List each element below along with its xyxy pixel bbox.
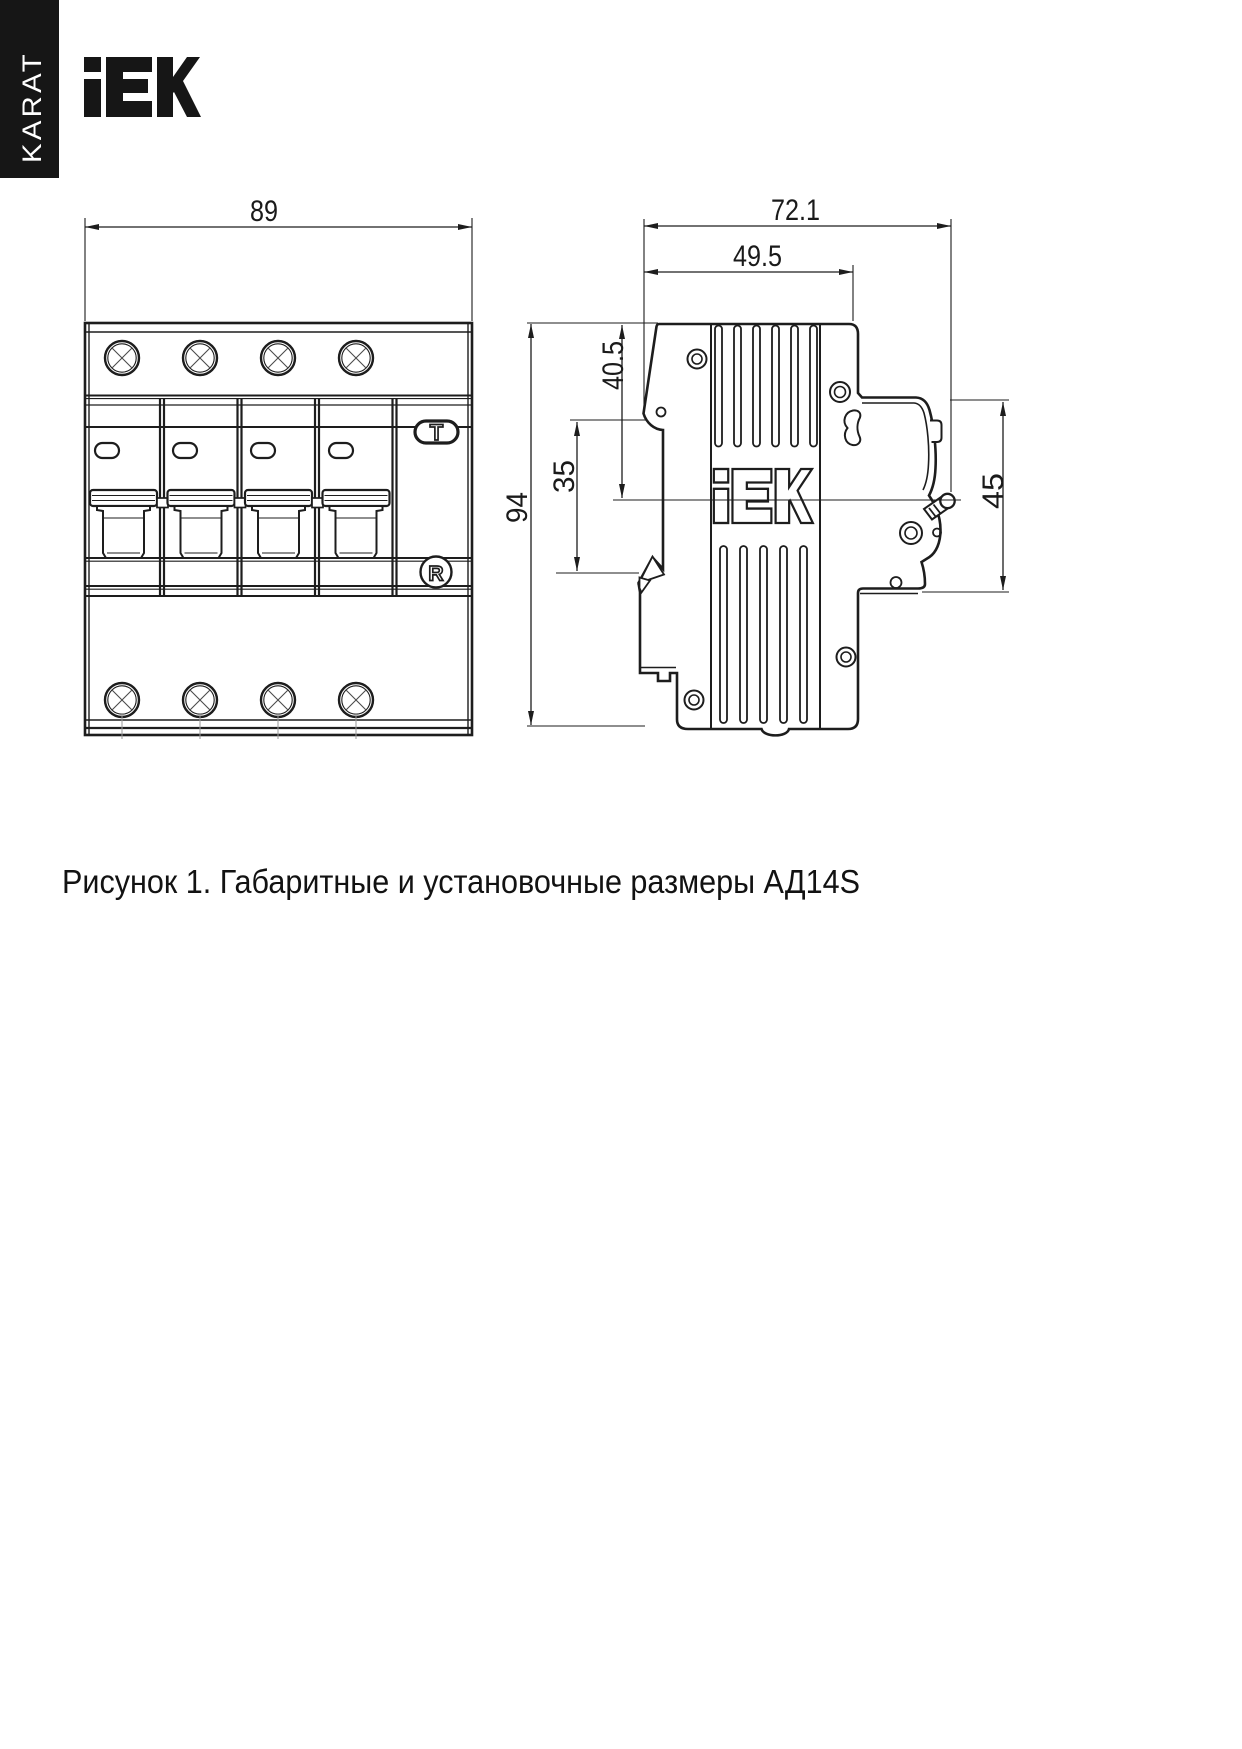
side-body-outline xyxy=(639,324,941,735)
dim-side-upper-depth xyxy=(644,240,853,321)
reset-marker-label: R xyxy=(428,562,444,586)
dim-label: 89 xyxy=(250,195,278,228)
test-button-label: T xyxy=(429,420,444,445)
reset-marker xyxy=(421,557,452,588)
iek-logo xyxy=(84,57,201,117)
dim-front-span xyxy=(548,420,646,573)
dim-label: 72.1 xyxy=(771,194,820,227)
lever-tie-bar xyxy=(157,498,168,508)
rail-tab xyxy=(930,421,942,443)
dim-label: 49.5 xyxy=(733,240,782,273)
dim-label: 94 xyxy=(501,489,534,523)
front-view xyxy=(85,323,472,739)
dim-front-width xyxy=(85,195,472,321)
side-view xyxy=(639,324,955,735)
dim-front-height xyxy=(501,323,658,726)
lever-tie-bar xyxy=(312,498,323,508)
karat-series-label: KARAT xyxy=(17,59,47,163)
dim-label: 35 xyxy=(548,459,581,493)
test-button xyxy=(415,420,458,445)
dim-label: 40.5 xyxy=(597,331,630,390)
dim-label: 45 xyxy=(977,475,1010,509)
iek-embossed-logo xyxy=(714,469,813,523)
figure-caption: Рисунок 1. Габаритные и установочные размеры АД14S xyxy=(62,863,860,900)
lever-tie-bar xyxy=(235,498,246,508)
karat-series-bar xyxy=(0,0,59,178)
